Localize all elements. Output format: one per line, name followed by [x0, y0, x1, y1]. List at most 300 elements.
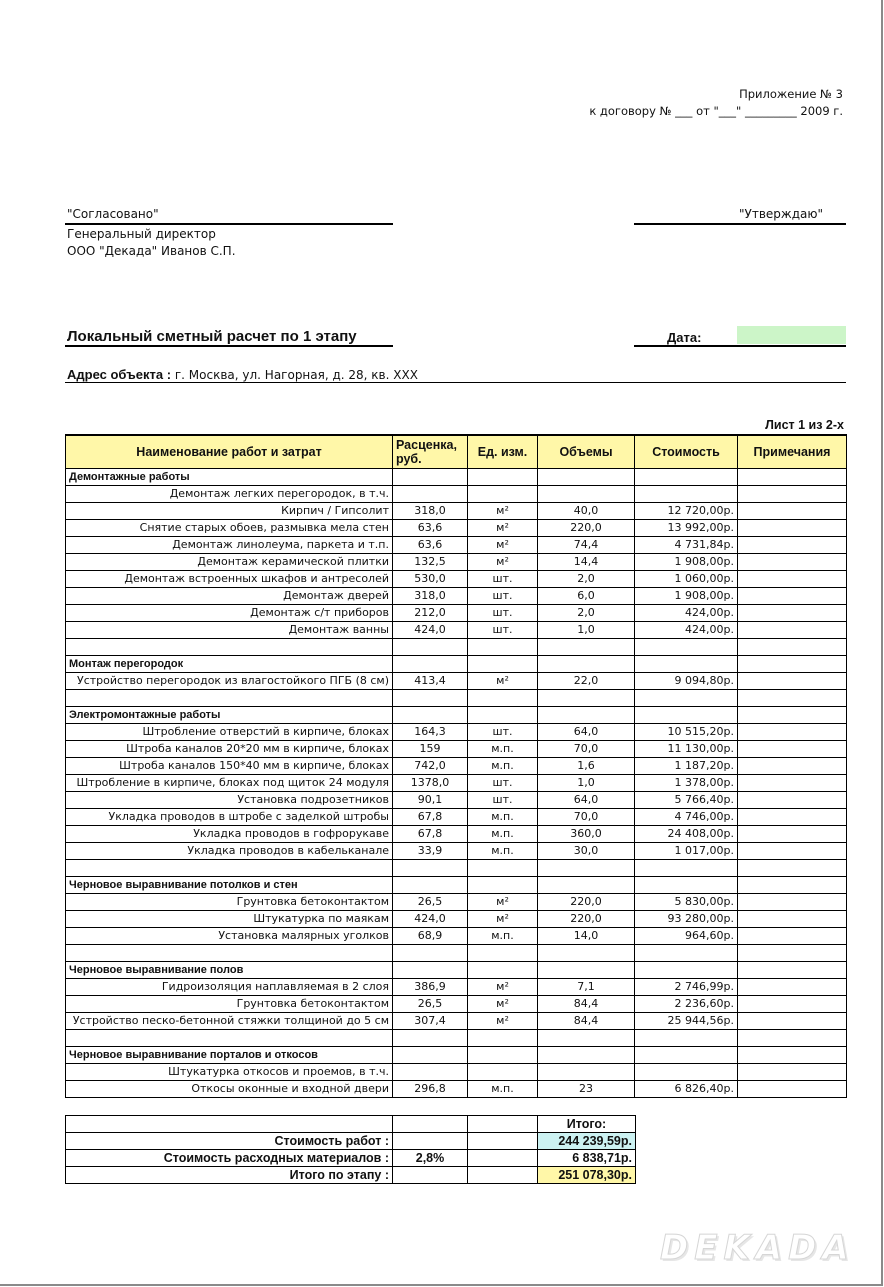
empty-cell	[635, 656, 738, 673]
quantity-cell: 84,4	[538, 1013, 635, 1030]
empty-cell	[738, 860, 847, 877]
empty-cell	[635, 962, 738, 979]
empty-cell	[468, 690, 538, 707]
table-row	[66, 571, 847, 588]
empty-cell	[635, 877, 738, 894]
approve-signature-line	[634, 223, 846, 225]
table-row	[66, 894, 847, 911]
empty-cell	[635, 1047, 738, 1064]
date-underline	[634, 345, 846, 347]
unit-cell: м.п.	[468, 843, 538, 860]
col-header-notes: Примечания	[738, 435, 847, 469]
estimate-table	[65, 434, 847, 1098]
cost-cell: 10 515,20р.	[635, 724, 738, 741]
unit-cell: м²	[468, 673, 538, 690]
table-row	[66, 673, 847, 690]
stage-total-value: 251 078,30р.	[538, 1167, 636, 1184]
cost-cell: 4 746,00р.	[635, 809, 738, 826]
empty-cell	[538, 945, 635, 962]
empty-cell	[393, 690, 468, 707]
quantity-cell: 1,0	[538, 775, 635, 792]
empty-cell	[538, 639, 635, 656]
notes-cell	[738, 996, 847, 1013]
rate-cell: 26,5	[393, 894, 468, 911]
empty-cell	[468, 656, 538, 673]
notes-cell	[738, 554, 847, 571]
empty-cell	[738, 1030, 847, 1047]
section-title: Черновое выравнивание полов	[66, 962, 393, 979]
quantity-cell: 23	[538, 1081, 635, 1098]
date-label: Дата:	[667, 330, 702, 345]
notes-cell	[738, 1064, 847, 1081]
notes-cell	[738, 1081, 847, 1098]
empty-cell	[393, 656, 468, 673]
rate-cell: 63,6	[393, 520, 468, 537]
unit-cell: шт.	[468, 622, 538, 639]
rate-cell: 318,0	[393, 588, 468, 605]
rate-cell	[393, 1064, 468, 1081]
table-row	[66, 1081, 847, 1098]
section-title: Черновое выравнивание порталов и откосов	[66, 1047, 393, 1064]
table-row	[66, 792, 847, 809]
rate-cell: 742,0	[393, 758, 468, 775]
quantity-cell: 70,0	[538, 809, 635, 826]
table-row	[66, 741, 847, 758]
cost-cell: 93 280,00р.	[635, 911, 738, 928]
empty-cell	[468, 860, 538, 877]
empty-cell	[635, 469, 738, 486]
rate-cell: 307,4	[393, 1013, 468, 1030]
notes-cell	[738, 809, 847, 826]
section-row	[66, 1047, 847, 1064]
rate-cell: 424,0	[393, 622, 468, 639]
work-name-cell: Штукатурка по маякам	[66, 911, 393, 928]
quantity-cell: 30,0	[538, 843, 635, 860]
address-underline	[65, 382, 846, 383]
address-value: г. Москва, ул. Нагорная, д. 28, кв. XXX	[171, 368, 418, 382]
rate-cell: 90,1	[393, 792, 468, 809]
work-name-cell: Укладка проводов в гофрорукаве	[66, 826, 393, 843]
empty-cell	[468, 945, 538, 962]
totals-table	[65, 1115, 636, 1184]
empty-cell	[538, 962, 635, 979]
empty-cell	[468, 1030, 538, 1047]
notes-cell	[738, 605, 847, 622]
rate-cell: 159	[393, 741, 468, 758]
address-label: Адрес объекта :	[67, 367, 172, 382]
table-row	[66, 843, 847, 860]
rate-cell: 212,0	[393, 605, 468, 622]
work-name-cell: Демонтаж легких перегородок, в т.ч.	[66, 486, 393, 503]
rate-cell: 413,4	[393, 673, 468, 690]
quantity-cell: 6,0	[538, 588, 635, 605]
work-name-cell: Установка малярных уголков	[66, 928, 393, 945]
totals-header-row	[66, 1116, 636, 1133]
blank-row	[66, 860, 847, 877]
unit-cell: шт.	[468, 792, 538, 809]
col-header-rate: Расценка, руб.	[393, 435, 468, 469]
notes-cell	[738, 571, 847, 588]
empty-cell	[738, 1047, 847, 1064]
empty-cell	[538, 860, 635, 877]
work-name-cell: Установка подрозетников	[66, 792, 393, 809]
work-name-cell: Демонтаж линолеума, паркета и т.п.	[66, 537, 393, 554]
table-row	[66, 928, 847, 945]
rate-cell: 424,0	[393, 911, 468, 928]
rate-cell: 296,8	[393, 1081, 468, 1098]
sheet-number: Лист 1 из 2-х	[765, 418, 844, 432]
cost-cell: 964,60р.	[635, 928, 738, 945]
notes-cell	[738, 537, 847, 554]
empty-cell	[393, 860, 468, 877]
rate-cell: 67,8	[393, 809, 468, 826]
cost-cell	[635, 1064, 738, 1081]
blank-row	[66, 945, 847, 962]
unit-cell: м²	[468, 503, 538, 520]
empty-cell	[635, 860, 738, 877]
notes-cell	[738, 503, 847, 520]
empty-cell	[538, 690, 635, 707]
stage-total-row	[66, 1167, 636, 1184]
quantity-cell: 84,4	[538, 996, 635, 1013]
works-total-row	[66, 1133, 636, 1150]
empty-cell	[393, 707, 468, 724]
table-row	[66, 486, 847, 503]
quantity-cell: 40,0	[538, 503, 635, 520]
table-row	[66, 996, 847, 1013]
cost-cell	[635, 486, 738, 503]
notes-cell	[738, 911, 847, 928]
quantity-cell: 64,0	[538, 724, 635, 741]
work-name-cell: Демонтаж ванны	[66, 622, 393, 639]
table-row	[66, 911, 847, 928]
empty-cell	[468, 962, 538, 979]
work-name-cell: Штукатурка откосов и проемов, в т.ч.	[66, 1064, 393, 1081]
blank-row	[66, 690, 847, 707]
empty-cell	[538, 1047, 635, 1064]
cost-cell: 5 830,00р.	[635, 894, 738, 911]
appendix-number: Приложение № 3	[739, 87, 843, 101]
work-name-cell: Гидроизоляция наплавляемая в 2 слоя	[66, 979, 393, 996]
work-name-cell: Штроба каналов 150*40 мм в кирпиче, блоках	[66, 758, 393, 775]
work-name-cell: Грунтовка бетоконтактом	[66, 894, 393, 911]
empty-cell	[393, 1030, 468, 1047]
quantity-cell: 14,4	[538, 554, 635, 571]
title-underline	[65, 345, 393, 347]
unit-cell: шт.	[468, 571, 538, 588]
rate-cell: 63,6	[393, 537, 468, 554]
unit-cell: м²	[468, 1013, 538, 1030]
work-name-cell: Штробление в кирпиче, блоках под щиток 24 модуля	[66, 775, 393, 792]
quantity-cell	[538, 486, 635, 503]
notes-cell	[738, 843, 847, 860]
section-row	[66, 962, 847, 979]
cost-cell: 11 130,00р.	[635, 741, 738, 758]
unit-cell: шт.	[468, 724, 538, 741]
blank-row	[66, 639, 847, 656]
rate-cell: 68,9	[393, 928, 468, 945]
rate-cell: 318,0	[393, 503, 468, 520]
unit-cell	[468, 486, 538, 503]
table-row	[66, 537, 847, 554]
section-title: Черновое выравнивание потолков и стен	[66, 877, 393, 894]
cost-cell: 12 720,00р.	[635, 503, 738, 520]
unit-cell	[468, 1064, 538, 1081]
rate-cell	[393, 486, 468, 503]
empty-cell	[738, 707, 847, 724]
empty-cell	[393, 877, 468, 894]
notes-cell	[738, 588, 847, 605]
quantity-cell: 1,0	[538, 622, 635, 639]
notes-cell	[738, 894, 847, 911]
empty-cell	[538, 707, 635, 724]
cost-cell: 25 944,56р.	[635, 1013, 738, 1030]
table-row	[66, 520, 847, 537]
unit-cell: м.п.	[468, 809, 538, 826]
unit-cell: м.п.	[468, 741, 538, 758]
cost-cell: 1 908,00р.	[635, 554, 738, 571]
materials-total-value: 6 838,71р.	[538, 1150, 636, 1167]
unit-cell: м.п.	[468, 758, 538, 775]
quantity-cell: 220,0	[538, 911, 635, 928]
table-row	[66, 605, 847, 622]
empty-cell	[738, 962, 847, 979]
table-row	[66, 809, 847, 826]
empty-cell	[738, 656, 847, 673]
cost-cell: 5 766,40р.	[635, 792, 738, 809]
col-header-unit: Ед. изм.	[468, 435, 538, 469]
empty-cell	[66, 690, 393, 707]
dekada-logo-icon: DEKADA	[660, 1228, 855, 1268]
unit-cell: м.п.	[468, 1081, 538, 1098]
rate-cell: 386,9	[393, 979, 468, 996]
unit-cell: шт.	[468, 588, 538, 605]
col-header-name: Наименование работ и затрат	[66, 435, 393, 469]
cost-cell: 1 060,00р.	[635, 571, 738, 588]
quantity-cell: 64,0	[538, 792, 635, 809]
work-name-cell: Укладка проводов в штробе с заделкой штробы	[66, 809, 393, 826]
col-header-qty: Объемы	[538, 435, 635, 469]
section-row	[66, 469, 847, 486]
empty-cell	[635, 639, 738, 656]
table-row	[66, 724, 847, 741]
empty-cell	[738, 690, 847, 707]
empty-cell	[635, 690, 738, 707]
quantity-cell: 7,1	[538, 979, 635, 996]
contract-reference: к договору № ___ от "___" _________ 2009 г.	[589, 104, 843, 118]
work-name-cell: Грунтовка бетоконтактом	[66, 996, 393, 1013]
empty-cell	[468, 469, 538, 486]
empty-cell	[635, 707, 738, 724]
section-row	[66, 707, 847, 724]
quantity-cell: 360,0	[538, 826, 635, 843]
empty-cell	[468, 877, 538, 894]
unit-cell: шт.	[468, 605, 538, 622]
section-title: Электромонтажные работы	[66, 707, 393, 724]
cost-cell: 13 992,00р.	[635, 520, 738, 537]
empty-cell	[393, 962, 468, 979]
rate-cell: 164,3	[393, 724, 468, 741]
agreed-position: Генеральный директор	[67, 227, 216, 241]
cost-cell: 4 731,84р.	[635, 537, 738, 554]
notes-cell	[738, 826, 847, 843]
cost-cell: 2 746,99р.	[635, 979, 738, 996]
empty-cell	[738, 469, 847, 486]
rate-cell: 1378,0	[393, 775, 468, 792]
cost-cell: 24 408,00р.	[635, 826, 738, 843]
agreed-signature-line	[65, 223, 393, 225]
rate-cell: 26,5	[393, 996, 468, 1013]
notes-cell	[738, 775, 847, 792]
notes-cell	[738, 486, 847, 503]
cost-cell: 2 236,60р.	[635, 996, 738, 1013]
approve-label: "Утверждаю"	[739, 207, 823, 221]
notes-cell	[738, 724, 847, 741]
unit-cell: м²	[468, 554, 538, 571]
quantity-cell	[538, 1064, 635, 1081]
work-name-cell: Кирпич / Гипсолит	[66, 503, 393, 520]
table-row	[66, 588, 847, 605]
unit-cell: м.п.	[468, 928, 538, 945]
table-row	[66, 979, 847, 996]
quantity-cell: 70,0	[538, 741, 635, 758]
table-row	[66, 826, 847, 843]
table-row	[66, 1064, 847, 1081]
empty-cell	[66, 860, 393, 877]
empty-cell	[393, 1047, 468, 1064]
table-row	[66, 554, 847, 571]
empty-cell	[538, 1030, 635, 1047]
stage-total-label: Итого по этапу :	[66, 1167, 393, 1184]
empty-cell	[468, 639, 538, 656]
quantity-cell: 2,0	[538, 571, 635, 588]
blank-row	[66, 1030, 847, 1047]
empty-cell	[393, 469, 468, 486]
cost-cell: 1 908,00р.	[635, 588, 738, 605]
empty-cell	[738, 945, 847, 962]
notes-cell	[738, 1013, 847, 1030]
work-name-cell: Устройство песко-бетонной стяжки толщиной до 5 см	[66, 1013, 393, 1030]
cost-cell: 9 094,80р.	[635, 673, 738, 690]
empty-cell	[738, 639, 847, 656]
unit-cell: м.п.	[468, 826, 538, 843]
materials-total-row	[66, 1150, 636, 1167]
quantity-cell: 1,6	[538, 758, 635, 775]
cost-cell: 1 017,00р.	[635, 843, 738, 860]
quantity-cell: 220,0	[538, 520, 635, 537]
work-name-cell: Демонтаж встроенных шкафов и антресолей	[66, 571, 393, 588]
unit-cell: м²	[468, 911, 538, 928]
empty-cell	[468, 707, 538, 724]
materials-percent: 2,8%	[393, 1150, 468, 1167]
agreed-person: ООО "Декада" Иванов С.П.	[67, 244, 236, 258]
section-title: Монтаж перегородок	[66, 656, 393, 673]
document-title: Локальный сметный расчет по 1 этапу	[67, 328, 357, 345]
section-row	[66, 877, 847, 894]
rate-cell: 530,0	[393, 571, 468, 588]
quantity-cell: 14,0	[538, 928, 635, 945]
work-name-cell: Демонтаж с/т приборов	[66, 605, 393, 622]
table-row	[66, 758, 847, 775]
notes-cell	[738, 928, 847, 945]
notes-cell	[738, 520, 847, 537]
cost-cell: 424,00р.	[635, 605, 738, 622]
notes-cell	[738, 758, 847, 775]
work-name-cell: Укладка проводов в кабельканале	[66, 843, 393, 860]
works-total-value: 244 239,59р.	[538, 1133, 636, 1150]
empty-cell	[738, 877, 847, 894]
notes-cell	[738, 792, 847, 809]
table-header-row	[66, 435, 847, 469]
col-header-cost: Стоимость	[635, 435, 738, 469]
cost-cell: 6 826,40р.	[635, 1081, 738, 1098]
cost-cell: 1 187,20р.	[635, 758, 738, 775]
empty-cell	[468, 1047, 538, 1064]
rate-cell: 132,5	[393, 554, 468, 571]
notes-cell	[738, 979, 847, 996]
quantity-cell: 220,0	[538, 894, 635, 911]
unit-cell: м²	[468, 520, 538, 537]
unit-cell: шт.	[468, 775, 538, 792]
materials-total-label: Стоимость расходных материалов :	[66, 1150, 393, 1167]
table-row	[66, 775, 847, 792]
object-address	[67, 367, 418, 382]
table-row	[66, 503, 847, 520]
work-name-cell: Штробление отверстий в кирпиче, блоках	[66, 724, 393, 741]
unit-cell: м²	[468, 537, 538, 554]
works-total-label: Стоимость работ :	[66, 1133, 393, 1150]
estimate-table-body	[66, 469, 847, 1098]
work-name-cell: Штроба каналов 20*20 мм в кирпиче, блоках	[66, 741, 393, 758]
agreed-label: "Согласовано"	[67, 207, 159, 221]
section-row	[66, 656, 847, 673]
empty-cell	[66, 639, 393, 656]
empty-cell	[635, 1030, 738, 1047]
totals-header: Итого:	[538, 1116, 636, 1133]
notes-cell	[738, 741, 847, 758]
unit-cell: м²	[468, 996, 538, 1013]
quantity-cell: 74,4	[538, 537, 635, 554]
unit-cell: м²	[468, 894, 538, 911]
cost-cell: 1 378,00р.	[635, 775, 738, 792]
work-name-cell: Устройство перегородок из влагостойкого ПГБ (8 см)	[66, 673, 393, 690]
notes-cell	[738, 673, 847, 690]
empty-cell	[66, 1030, 393, 1047]
empty-cell	[635, 945, 738, 962]
empty-cell	[393, 639, 468, 656]
empty-cell	[66, 945, 393, 962]
work-name-cell: Снятие старых обоев, размывка мела стен	[66, 520, 393, 537]
cost-cell: 424,00р.	[635, 622, 738, 639]
quantity-cell: 22,0	[538, 673, 635, 690]
empty-cell	[393, 945, 468, 962]
notes-cell	[738, 622, 847, 639]
table-row	[66, 622, 847, 639]
table-row	[66, 1013, 847, 1030]
empty-cell	[538, 656, 635, 673]
unit-cell: м²	[468, 979, 538, 996]
empty-cell	[538, 877, 635, 894]
date-field[interactable]	[737, 326, 846, 344]
work-name-cell: Демонтаж керамической плитки	[66, 554, 393, 571]
quantity-cell: 2,0	[538, 605, 635, 622]
rate-cell: 33,9	[393, 843, 468, 860]
section-title: Демонтажные работы	[66, 469, 393, 486]
work-name-cell: Демонтаж дверей	[66, 588, 393, 605]
work-name-cell: Откосы оконные и входной двери	[66, 1081, 393, 1098]
rate-cell: 67,8	[393, 826, 468, 843]
empty-cell	[538, 469, 635, 486]
